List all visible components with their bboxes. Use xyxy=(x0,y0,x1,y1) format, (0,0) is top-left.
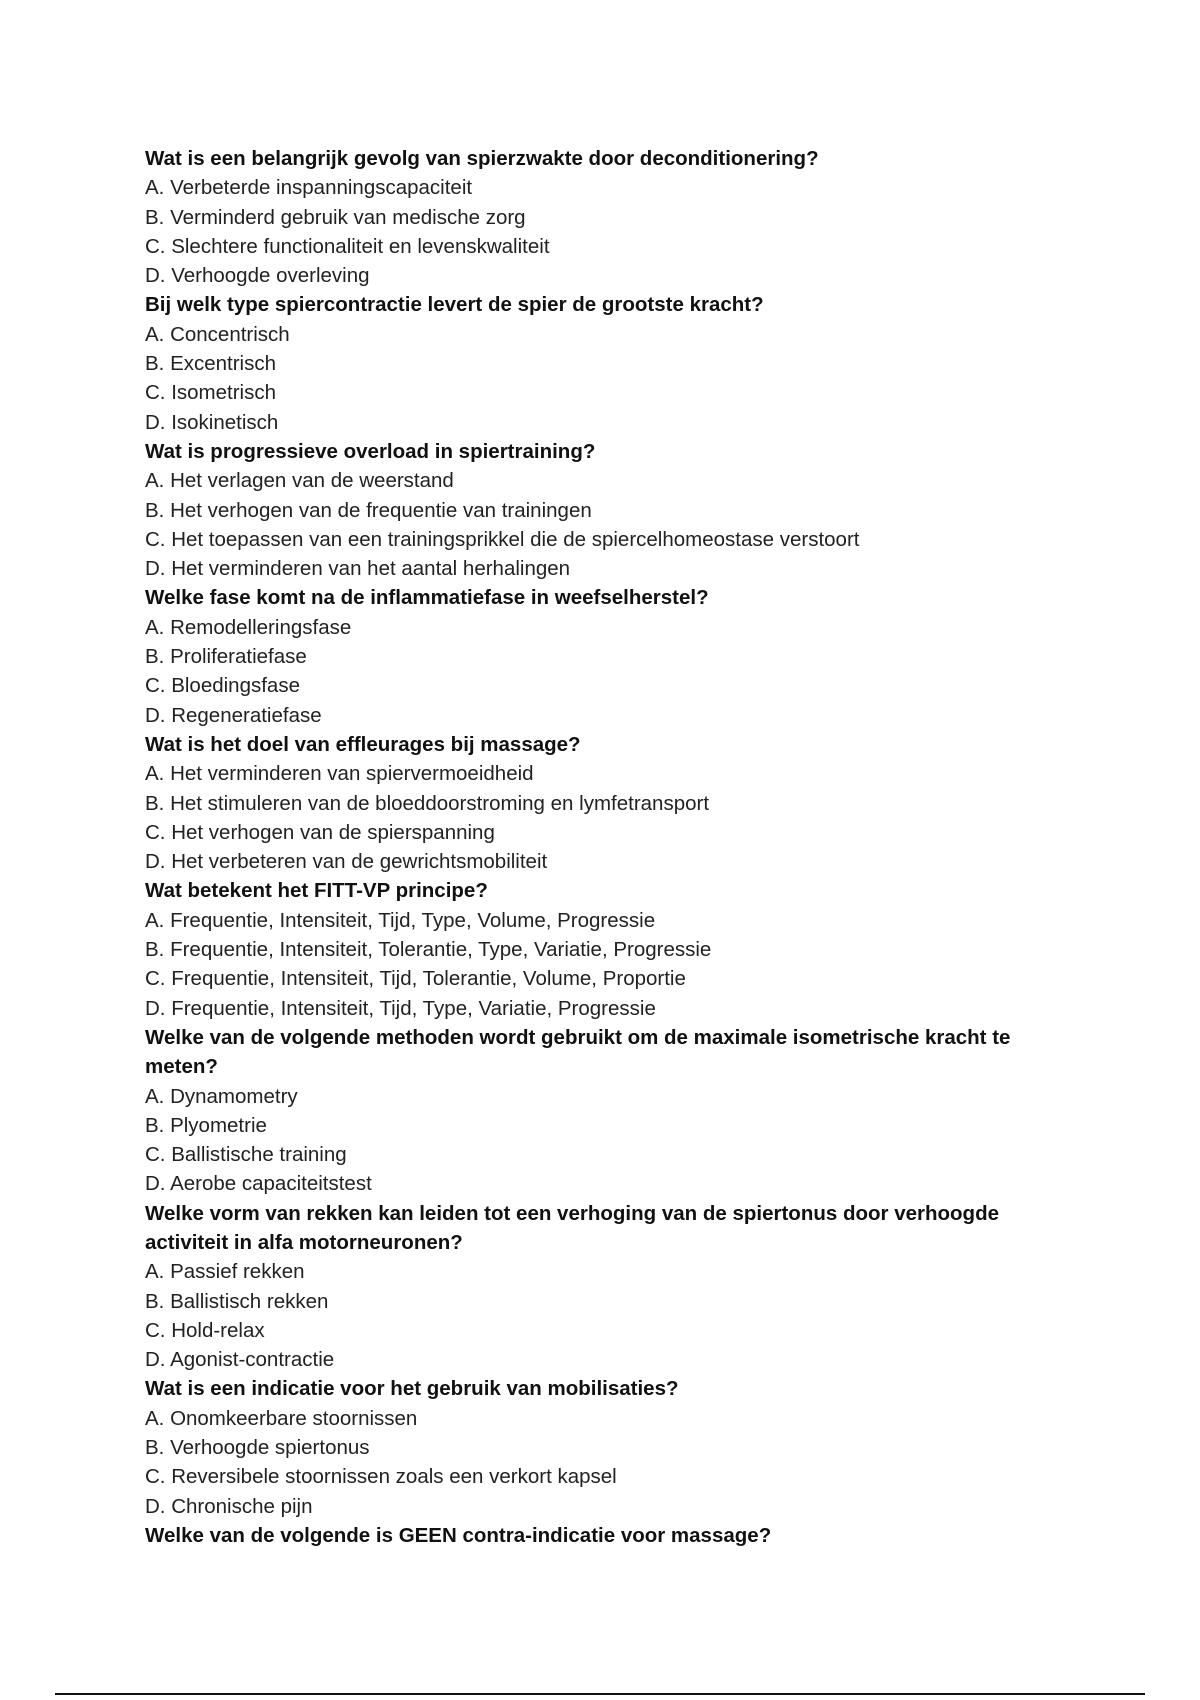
question-text: Bij welk type spiercontractie levert de spier de grootste kracht? xyxy=(145,293,764,317)
question-text: Wat is progressieve overload in spiertraining? xyxy=(145,439,596,463)
answer-option-c: C. Frequentie, Intensiteit, Tijd, Tolerantie, Volume, Proportie xyxy=(145,967,686,991)
answer-option-b: B. Frequentie, Intensiteit, Tolerantie, Type, Variatie, Progressie xyxy=(145,938,712,962)
question-block xyxy=(145,437,1085,583)
answer-option-c: C. Bloedingsfase xyxy=(145,674,300,698)
answer-option-a: A. Het verminderen van spiervermoeidheid xyxy=(145,762,534,786)
answer-option-a: A. Passief rekken xyxy=(145,1260,305,1284)
answer-option-d: D. Isokinetisch xyxy=(145,410,279,434)
question-text: Wat is een indicatie voor het gebruik van mobilisaties? xyxy=(145,1377,679,1401)
answer-option-b: B. Excentrisch xyxy=(145,352,277,376)
question-block xyxy=(145,730,1085,876)
answer-option-b: B. Het verhogen van de frequentie van trainingen xyxy=(145,498,592,522)
answer-option-d: D. Verhoogde overleving xyxy=(145,264,370,288)
answer-option-d: D. Agonist-contractie xyxy=(145,1348,335,1372)
answer-option-a: A. Frequentie, Intensiteit, Tijd, Type, Volume, Progressie xyxy=(145,908,656,932)
answer-option-b: B. Ballistisch rekken xyxy=(145,1289,329,1313)
answer-option-d: D. Het verbeteren van de gewrichtsmobiliteit xyxy=(145,850,548,874)
answer-option-c: C. Het toepassen van een trainingsprikkel die de spiercelhomeostase verstoort xyxy=(145,527,860,551)
answer-option-b: B. Het stimuleren van de bloeddoorstroming en lymfetransport xyxy=(145,791,710,815)
question-text: Welke fase komt na de inflammatiefase in weefselherstel? xyxy=(145,586,709,610)
question-block xyxy=(145,876,1085,1022)
question-block xyxy=(145,1023,1085,1199)
question-block xyxy=(145,290,1085,436)
answer-option-b: B. Plyometrie xyxy=(145,1113,267,1137)
answer-option-c: C. Slechtere functionaliteit en levenskwaliteit xyxy=(145,234,550,258)
answer-option-c: C. Ballistische training xyxy=(145,1143,347,1167)
footer-divider xyxy=(55,1693,1145,1695)
answer-option-d: D. Het verminderen van het aantal herhalingen xyxy=(145,557,571,581)
answer-option-a: A. Concentrisch xyxy=(145,322,290,346)
document-page xyxy=(145,144,1085,1550)
question-block xyxy=(145,583,1085,729)
question-text: Wat betekent het FITT-VP principe? xyxy=(145,879,488,903)
question-block xyxy=(145,144,1085,290)
question-text: Wat is een belangrijk gevolg van spierzwakte door deconditionering? xyxy=(145,147,819,170)
answer-option-b: B. Verminderd gebruik van medische zorg xyxy=(145,205,526,229)
answer-option-b: B. Proliferatiefase xyxy=(145,645,307,669)
answer-option-a: A. Dynamometry xyxy=(145,1084,298,1108)
answer-option-c: C. Isometrisch xyxy=(145,381,276,405)
answer-option-a: A. Onomkeerbare stoornissen xyxy=(145,1406,418,1430)
question-block xyxy=(145,1521,1085,1550)
answer-option-a: A. Remodelleringsfase xyxy=(145,615,352,639)
question-text: Welke vorm van rekken kan leiden tot een verhoging van de spiertonus door verhoogde activiteit in alfa motorneuronen? xyxy=(145,1201,1000,1254)
answer-option-d: D. Chronische pijn xyxy=(145,1494,313,1518)
answer-option-b: B. Verhoogde spiertonus xyxy=(145,1436,370,1460)
answer-option-c: C. Hold-relax xyxy=(145,1318,265,1342)
answer-option-d: D. Regeneratiefase xyxy=(145,703,322,727)
answer-option-a: A. Verbeterde inspanningscapaciteit xyxy=(145,176,473,200)
question-text: Welke van de volgende is GEEN contra-indicatie voor massage? xyxy=(145,1523,772,1547)
question-text: Wat is het doel van effleurages bij massage? xyxy=(145,732,581,756)
answer-option-d: D. Frequentie, Intensiteit, Tijd, Type, Variatie, Progressie xyxy=(145,996,656,1020)
question-text: Welke van de volgende methoden wordt gebruikt om de maximale isometrische kracht te meten? xyxy=(145,1025,1011,1079)
answer-option-c: C. Het verhogen van de spierspanning xyxy=(145,820,495,844)
question-block xyxy=(145,1199,1085,1375)
answer-option-d: D. Aerobe capaciteitstest xyxy=(145,1172,372,1196)
answer-option-a: A. Het verlagen van de weerstand xyxy=(145,469,454,493)
question-block xyxy=(145,1374,1085,1520)
answer-option-c: C. Reversibele stoornissen zoals een verkort kapsel xyxy=(145,1465,617,1489)
